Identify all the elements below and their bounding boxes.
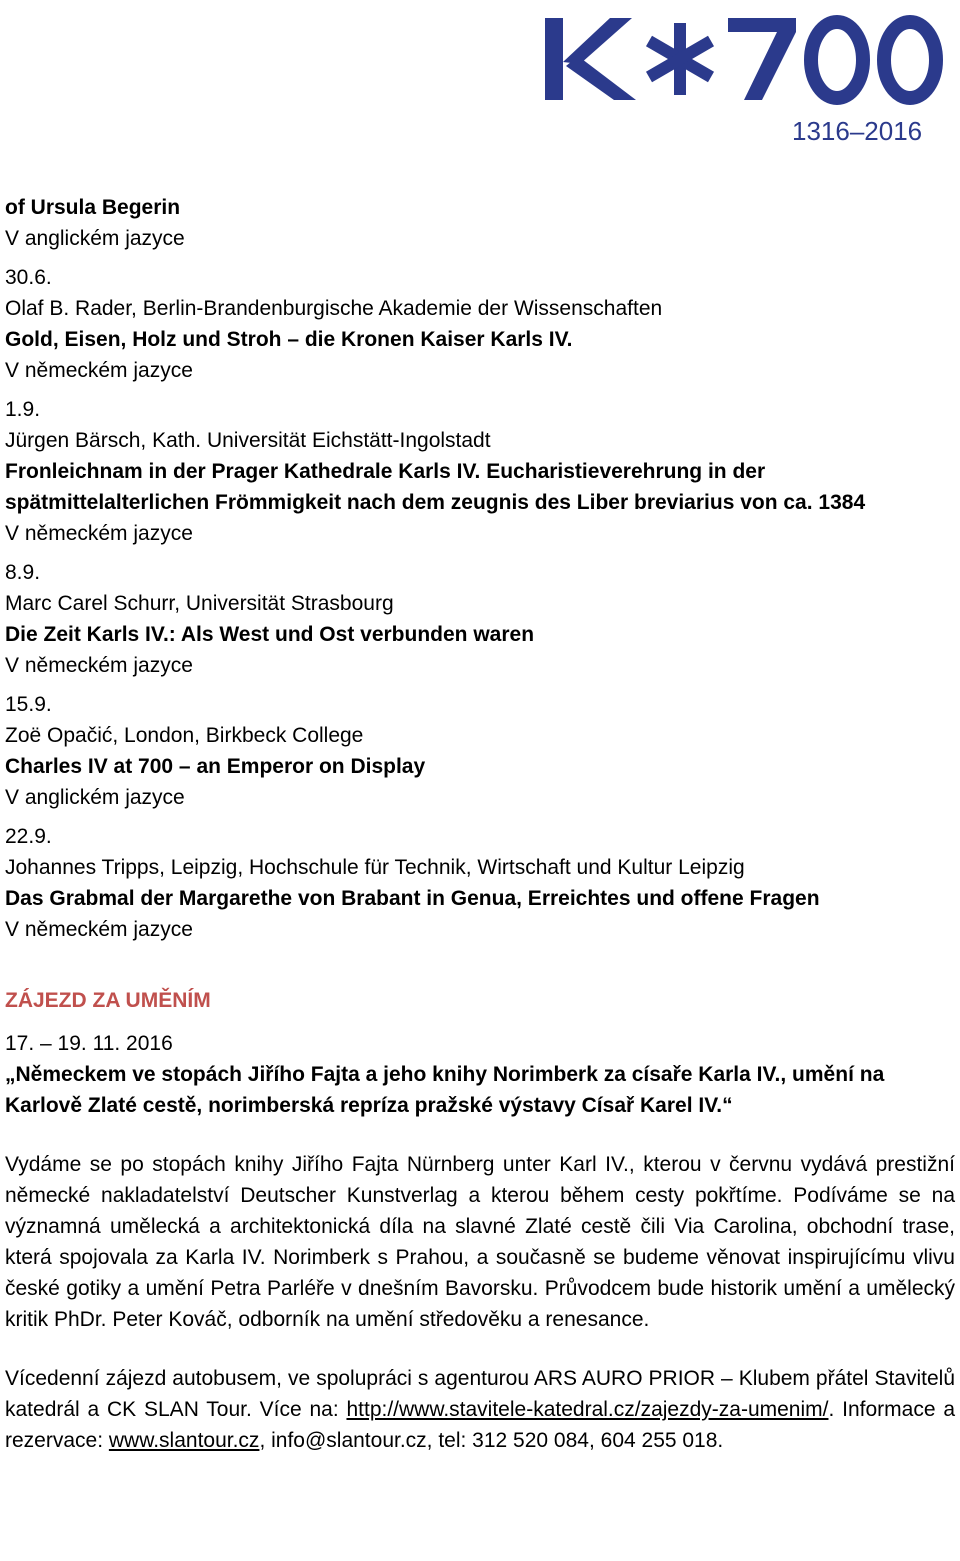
trip-contact-text: , info@slantour.cz, tel: 312 520 084, 604 255 018.	[259, 1429, 724, 1452]
trip-title-cont: Karlově Zlaté cestě, norimberská repríza pražské výstavy Císař Karel IV.“	[5, 1094, 733, 1117]
lecture-language: V anglickém jazyce	[5, 227, 185, 250]
trip-info-text: Vícedenní zájezd autobusem, ve spolupráci s agenturou ARS AURO PRIOR – Klubem přátel Stavitelů katedrál a CK SLAN Tour. Více na:	[5, 1367, 955, 1421]
lecture-title: Fronleichnam in der Prager Kathedrale Karls IV. Eucharistieverehrung in der	[5, 460, 766, 483]
lecture-date: 1.9.	[5, 398, 41, 421]
document-body	[5, 192, 955, 1456]
lecture-title: Die Zeit Karls IV.: Als West und Ost verbunden waren	[5, 623, 535, 646]
lecture-title: of Ursula Begerin	[5, 196, 181, 219]
stavitele-katedral-link[interactable]: http://www.stavitele-katedral.cz/zajezdy-za-umenim/	[346, 1398, 829, 1421]
lecture-language: V anglickém jazyce	[5, 786, 185, 809]
lecture-language: V německém jazyce	[5, 654, 193, 677]
lecture-date: 8.9.	[5, 561, 41, 584]
lecture-date: 30.6.	[5, 266, 52, 289]
k700-logo	[540, 0, 960, 150]
trip-heading: ZÁJEZD ZA UMĚNÍM	[5, 989, 211, 1012]
slantour-link[interactable]: www.slantour.cz	[108, 1429, 260, 1452]
lecture-speaker: Marc Carel Schurr, Universität Strasbourg	[5, 592, 394, 615]
trip-dates: 17. – 19. 11. 2016	[5, 1032, 173, 1055]
lecture-date: 15.9.	[5, 693, 52, 716]
trip-info-text: . Informace a rezervace:	[5, 1398, 955, 1452]
lecture-title-cont: spätmittelalterlichen Frömmigkeit nach dem zeugnis des Liber breviarius von ca. 1384	[5, 491, 866, 514]
lecture-language: V německém jazyce	[5, 359, 193, 382]
lecture-title: Charles IV at 700 – an Emperor on Display	[5, 755, 426, 778]
logo-years: 1316–2016	[792, 116, 923, 146]
trip-info	[5, 1363, 955, 1456]
lecture-speaker: Johannes Tripps, Leipzig, Hochschule für Technik, Wirtschaft und Kultur Leipzig	[5, 856, 745, 879]
lecture-speaker: Olaf B. Rader, Berlin-Brandenburgische Akademie der Wissenschaften	[5, 297, 663, 320]
lecture-speaker: Jürgen Bärsch, Kath. Universität Eichstätt-Ingolstadt	[5, 429, 491, 452]
trip-title: „Německem ve stopách Jiřího Fajta a jeho knihy Norimberk za císaře Karla IV., umění na	[5, 1063, 885, 1086]
lecture-date: 22.9.	[5, 825, 52, 848]
trip-description: Vydáme se po stopách knihy Jiřího Fajta Nürnberg unter Karl IV., kterou v červnu vydává prestižní německé nakladatelství Deutscher Kunstverlag a kterou během cesty pokřtíme. Podíváme se na významná umělecká a architektonická díla na slavné Zlaté cestě čili Via Carolina, obchodní trase, která spojovala za Karla IV. Norimberk s Prahou, a současně se budeme věnovat inspirujícímu vlivu české gotiky a umění Petra Parléře v dnešním Bavorsku. Průvodcem bude historik umění a umělecký kritik PhDr. Peter Kováč, odborník na umění středověku a renesance.	[5, 1153, 955, 1331]
lecture-language: V německém jazyce	[5, 522, 193, 545]
lecture-speaker: Zoë Opačić, London, Birkbeck College	[5, 724, 364, 747]
lecture-title: Gold, Eisen, Holz und Stroh – die Kronen Kaiser Karls IV.	[5, 328, 573, 351]
lecture-language: V německém jazyce	[5, 918, 193, 941]
lecture-title: Das Grabmal der Margarethe von Brabant in Genua, Erreichtes und offene Fragen	[5, 887, 820, 910]
